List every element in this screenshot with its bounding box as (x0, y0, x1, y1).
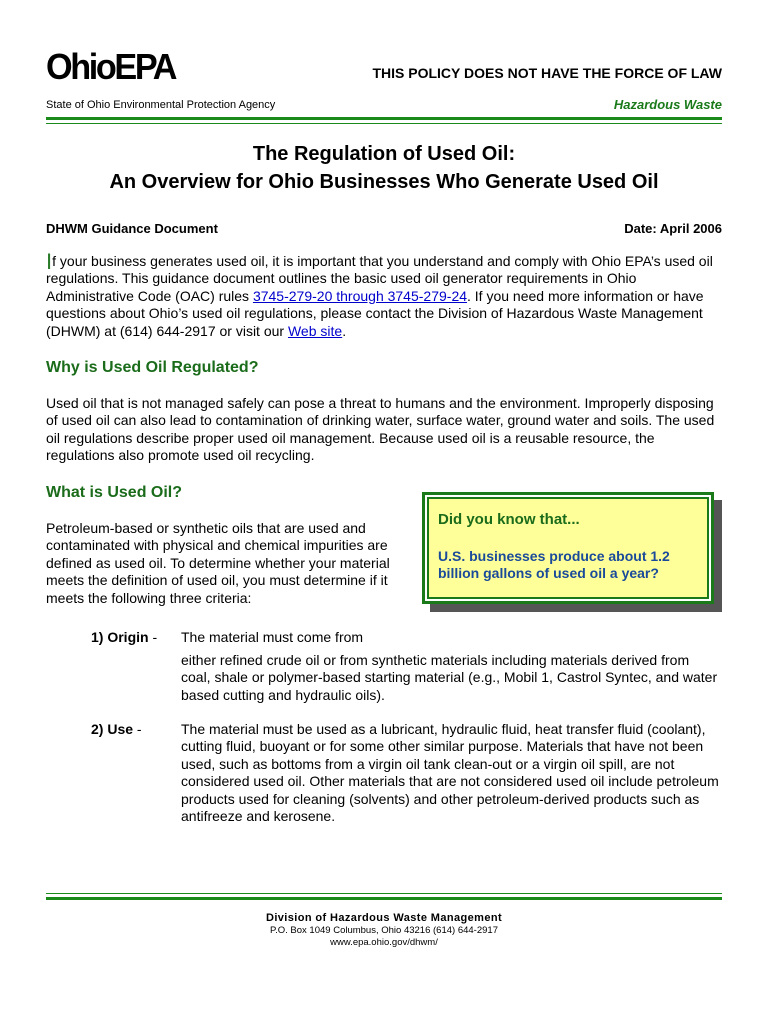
agency-name: State of Ohio Environmental Protection Agency (46, 99, 276, 111)
ohio-epa-logo: OhioEPA (46, 46, 176, 87)
heading-what-is-used-oil: What is Used Oil? (46, 484, 183, 501)
why-paragraph: Used oil that is not managed safely can pose a threat to humans and the environment. Improperly disposing of used oil can also lead to contamination of drinking water, surface water, ground water and soils. The used oil regulations describe proper used oil management. Because used oil is a reusable resource, the regulations also promote used oil recycling. (46, 395, 715, 464)
drop-cap: I (46, 249, 53, 274)
web-site-link[interactable]: Web site (287, 322, 343, 339)
document-type: DHWM Guidance Document (46, 221, 218, 236)
header-rule-thin (46, 123, 722, 124)
program-name: Hazardous Waste (613, 97, 722, 112)
criterion-use-text: The material must be used as a lubricant, hydraulic fluid, heat transfer fluid (coolant), cutting fluid, buoyant or for some other similar purpose. Materials that have not been used, such as bottoms from a virgin oil tank clean-out or a virgin oil spill, are not considered used oil. Other materials that are not considered used oil include petroleum products used for cleaning (solvents) and other petroleum-derived products such as antifreeze and kerosene. (181, 721, 719, 825)
criterion-origin-first-line: The material must come from (181, 629, 364, 645)
footer-url[interactable]: www.epa.ohio.gov/dhwm/ (330, 937, 438, 948)
footer-address: P.O. Box 1049 Columbus, Ohio 43216 (614) 644-2917 (270, 925, 498, 936)
document-title-line1: The Regulation of Used Oil: (252, 143, 516, 165)
callout-text: U.S. businesses produce about 1.2 billion gallons of used oil a year? (438, 548, 670, 582)
intro-text-2: . If you need more information or have questions about Ohio’s used oil regulations, please contact the Division of Hazardous Waste Management (DHWM) at (614) 644-2917 or visit our (46, 287, 704, 339)
callout-title: Did you know that... (438, 511, 580, 528)
intro-text-1: f your business generates used oil, it is important that you understand and comply with Ohio EPA’s used oil regulations. This guidance document outlines the basic used oil generator requirements in Ohio Administrative Code (OAC) rules (46, 253, 713, 304)
footer-rule-thin (46, 893, 722, 894)
document-date: Date: April 2006 (624, 221, 722, 236)
criterion-use-label: 2) Use - (91, 721, 142, 737)
criterion-origin-text: either refined crude oil or from synthetic materials including materials derived from coal, shale or polymer-based starting material (e.g., Mobil 1, Castrol Syntec, and water based cutting and hydraulic oils). (181, 652, 718, 703)
footer-rule-thick (46, 897, 722, 900)
policy-notice: THIS POLICY DOES NOT HAVE THE FORCE OF LAW (372, 65, 722, 81)
intro-text-3: . (342, 322, 347, 339)
intro-paragraph (46, 249, 722, 340)
header-rule-thick (46, 117, 722, 120)
oac-rules-link[interactable]: 3745-279-20 through 3745-279-24 (252, 287, 468, 304)
heading-why-regulated: Why is Used Oil Regulated? (46, 359, 259, 376)
footer-division: Division of Hazardous Waste Management (265, 912, 503, 924)
what-paragraph: Petroleum-based or synthetic oils that are used and contaminated with physical and chemical impurities are defined as used oil. To determine whether your material meets the definition of used oil, you must determine if it meets the following three criteria: (46, 520, 390, 606)
criterion-origin-label: 1) Origin - (91, 629, 158, 645)
document-title-line2: An Overview for Ohio Businesses Who Generate Used Oil (109, 171, 659, 193)
